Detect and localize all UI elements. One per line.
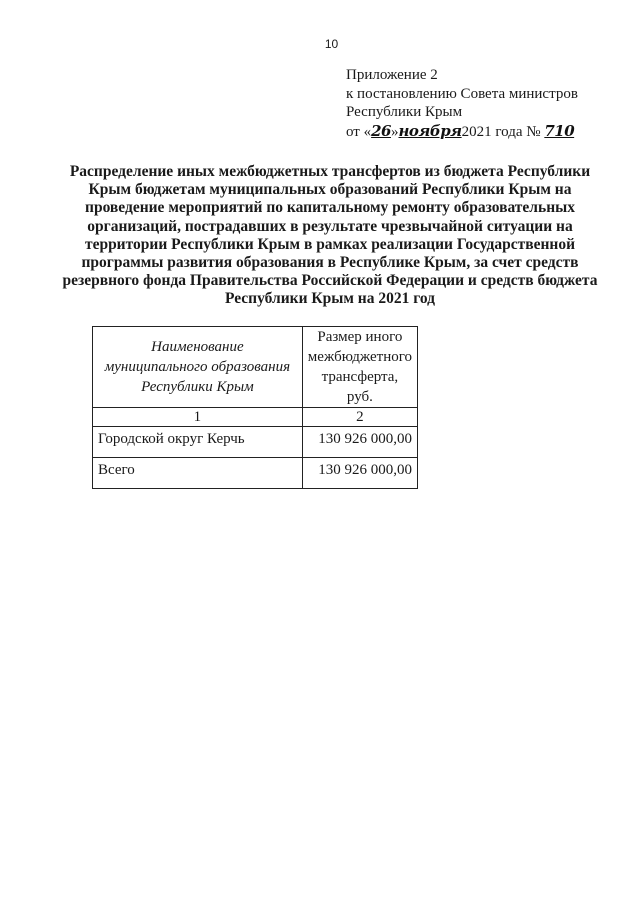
column-number-row <box>93 408 418 427</box>
table-header-row <box>93 327 418 408</box>
page-number: 10 <box>324 37 339 51</box>
appendix-date-line <box>346 122 578 142</box>
header-amount: Размер иного межбюджетного трансферта, руб. <box>302 327 417 408</box>
row-amount: 130 926 000,00 <box>302 427 417 458</box>
doc-number: 710 <box>544 121 575 140</box>
total-label: Всего <box>93 458 303 489</box>
column-number-1: 1 <box>93 408 303 427</box>
appendix-resolution: к постановлению Совета министров <box>346 85 578 102</box>
transfers-table <box>92 326 418 489</box>
document-title: Распределение иных межбюджетных трансфертов из бюджета Республики Крым бюджетам муниципальных образований Республики Крым на проведение мероприятий по капитальному ремонту образовательных организаций, пострадавших в результате чрезвычайной ситуации на территории Республики Крым в рамках реализации Государственной программы развития образования в Республике Крым, за счет средств резервного фонда Правительства Российской Федерации и средств бюджета Республики Крым на 2021 год <box>62 163 598 308</box>
date-mid: » <box>390 123 399 140</box>
appendix-title: Приложение 2 <box>346 67 438 83</box>
table-row-total <box>93 458 418 489</box>
table-row <box>93 427 418 458</box>
total-amount: 130 926 000,00 <box>302 458 417 489</box>
appendix-republic: Республики Крым <box>346 104 463 120</box>
date-prefix: от « <box>346 123 372 140</box>
header-municipality: Наименование муниципального образования Республики Крым <box>93 327 303 408</box>
row-municipality: Городской округ Керчь <box>93 427 303 458</box>
appendix-block <box>346 66 578 141</box>
column-number-2: 2 <box>302 408 417 427</box>
date-month: ноября <box>398 121 462 140</box>
date-year-text: 2021 года № <box>461 123 541 140</box>
date-day: 26 <box>371 121 391 140</box>
